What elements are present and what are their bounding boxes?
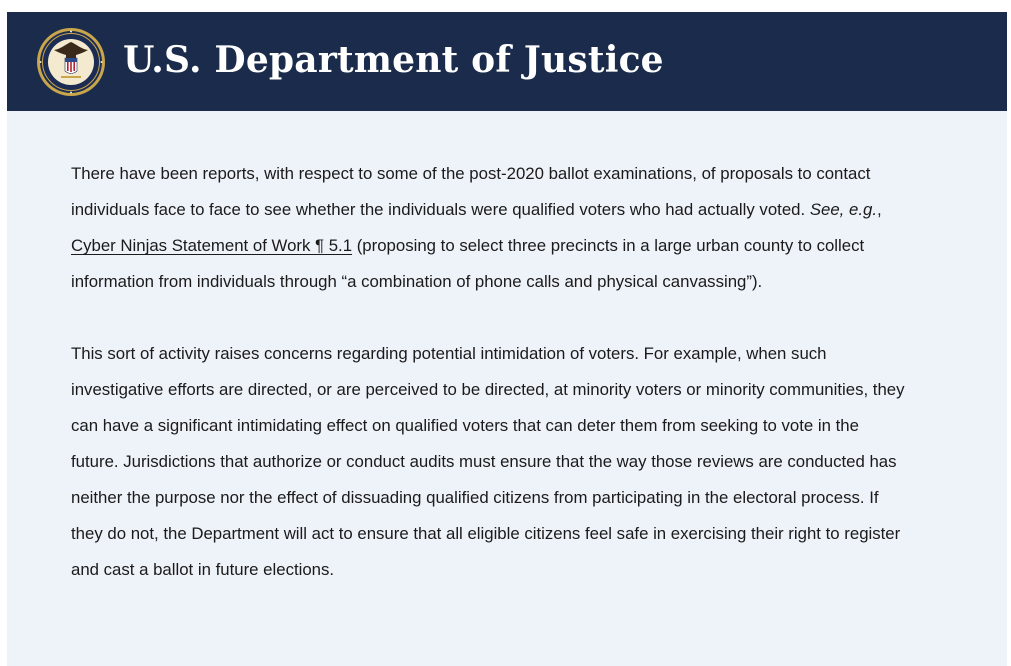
citation-signal: See, e.g. <box>809 200 877 219</box>
main-content <box>7 111 1007 666</box>
citation-comma: , <box>877 200 882 219</box>
article-body <box>71 156 911 624</box>
paragraph-1-text-after: (proposing to select three precincts in a large urban county to collect information from individuals through “a combination of phone calls and physical canvassing”). <box>71 236 865 291</box>
paragraph-2: This sort of activity raises concerns regarding potential intimidation of voters. For example, when such investigative efforts are directed, or are perceived to be directed, at minority voters or minority communities, they can have a significant intimidating effect on qualified voters that can deter them from seeking to vote in the future. Jurisdictions that authorize or conduct audits must ensure that the way those reviews are conducted has neither the purpose nor the effect of dissuading qualified citizens from participating in the electoral process. If they do not, the Department will act to ensure that all eligible citizens feel safe in exercising their right to register and cast a ballot in future elections. <box>71 344 905 579</box>
doj-seal-icon[interactable] <box>36 27 106 97</box>
paragraph-1 <box>71 156 911 300</box>
cyber-ninjas-sow-link[interactable]: Cyber Ninjas Statement of Work ¶ 5.1 <box>71 236 353 255</box>
paragraph-1-text: There have been reports, with respect to some of the post-2020 ballot examinations, of proposals to contact individuals face to face to see whether the individuals were qualified voters who had actually voted. <box>71 164 871 219</box>
site-header <box>7 12 1007 111</box>
site-title[interactable]: U.S. Department of Justice <box>123 39 664 81</box>
